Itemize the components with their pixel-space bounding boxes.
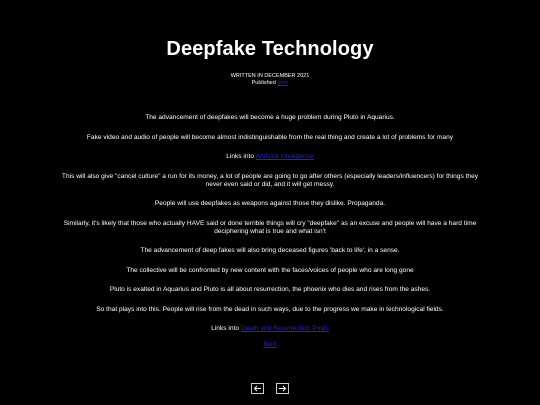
links-line (60, 153, 480, 161)
link-death-resurrection[interactable]: Death and Resurrection Posts (240, 325, 329, 332)
paragraph: The advancement of deep fakes will also bring deceased figures 'back to life', in a sense. (140, 247, 400, 254)
back-link[interactable]: Back (263, 342, 277, 348)
paragraph: Similarly, it's likely that those who actually HAVE said or done terrible things will cry "deepfake" as an excuse and people will have a hard time deciphering what is true and what isn't (63, 219, 477, 235)
links-prefix: Links into (211, 325, 241, 332)
paragraph: The collective will be confronted by new content with the faces/voices of people who are long gone (126, 266, 414, 274)
next-post-button[interactable] (276, 383, 289, 394)
paragraph: This will also give "cancel culture" a run for its money, a lot of people are going to go after others (especially leaders/influencers) for things they never even said or did, and it will get messy. (61, 172, 479, 188)
link-artificial-intelligence[interactable]: Artificial Intelligence (255, 153, 314, 160)
paragraph: So that plays into this. People will rise from the dead in such ways, due to the progress we make in technological fields. (96, 305, 444, 313)
arrow-left-icon (253, 385, 262, 392)
paragraph: Pluto is exalted in Aquarius and Pluto is all about resurrection, the phoenix who dies and rises from the ashes. (109, 286, 431, 293)
paragraph: Fake video and audio of people will become almost indistinguishable from the real thing and create a lot of problems for many (86, 133, 454, 141)
back-link-container (0, 342, 540, 348)
links-line (60, 325, 480, 333)
published-prefix: Published (251, 80, 278, 86)
published-link[interactable]: here (277, 80, 289, 86)
published-line (0, 80, 540, 87)
prev-post-button[interactable] (251, 383, 264, 394)
written-date: WRITTEN IN DECEMBER 2021 (230, 73, 310, 79)
page-title: Deepfake Technology (166, 38, 374, 60)
paragraph: People will use deepfakes as weapons against those they dislike. Propaganda. (154, 200, 386, 207)
links-prefix: Links into (226, 153, 256, 160)
post-navigation (0, 383, 540, 394)
post-body (60, 114, 480, 345)
paragraph: The advancement of deepfakes will become a huge problem during Pluto in Aquarius. (145, 114, 395, 121)
post-meta (0, 73, 540, 87)
arrow-right-icon (278, 385, 287, 392)
